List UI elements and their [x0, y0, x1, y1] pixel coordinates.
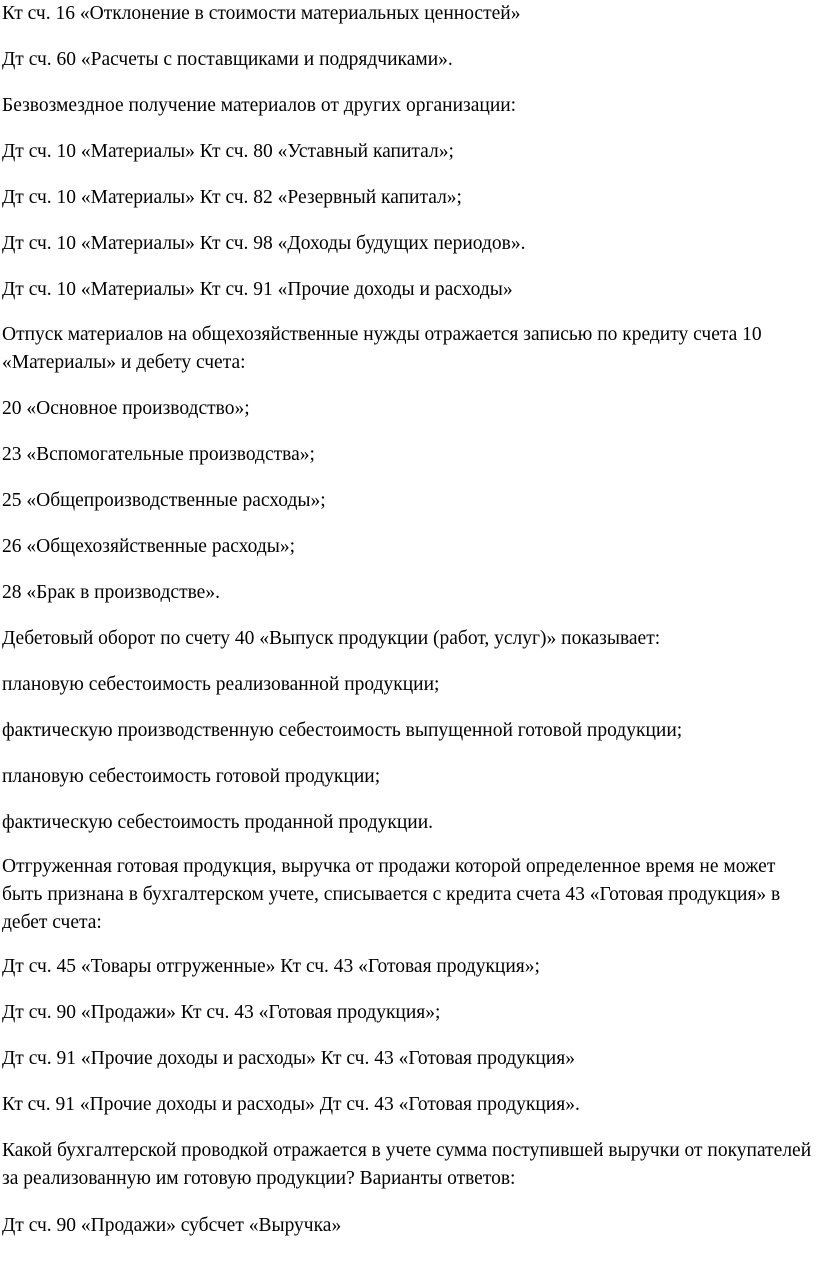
paragraph-21: Дт сч. 90 «Продажи» Кт сч. 43 «Готовая продукция»; [2, 1002, 441, 1023]
paragraph-19: Отгруженная готовая продукция, выручка от продажи которой определенное время не может быть признана в бухгалтерском учете, списывается с кредита счета 43 «Готовая продукция» в дебет счета: [2, 856, 781, 933]
paragraph-1: Кт сч. 16 «Отклонение в стоимости материальных ценностей» [2, 3, 521, 24]
paragraph-9: 20 «Основное производство»; [2, 398, 250, 419]
paragraph-5: Дт сч. 10 «Материалы» Кт сч. 82 «Резервный капитал»; [2, 187, 462, 208]
paragraph-11: 25 «Общепроизводственные расходы»; [2, 490, 326, 511]
paragraph-10: 23 «Вспомогательные производства»; [2, 444, 315, 465]
paragraph-7: Дт сч. 10 «Материалы» Кт сч. 91 «Прочие доходы и расходы» [2, 279, 513, 300]
paragraph-3: Безвозмездное получение материалов от других организации: [2, 95, 517, 116]
paragraph-22: Дт сч. 91 «Прочие доходы и расходы» Кт сч. 43 «Готовая продукция» [2, 1048, 575, 1069]
paragraph-8: Отпуск материалов на общехозяйственные нужды отражается записью по кредиту счета 10 «Материалы» и дебету счета: [2, 324, 762, 373]
paragraph-15: плановую себестоимость реализованной продукции; [2, 674, 440, 695]
paragraph-20: Дт сч. 45 «Товары отгруженные» Кт сч. 43 «Готовая продукция»; [2, 956, 540, 977]
paragraph-2: Дт сч. 60 «Расчеты с поставщиками и подрядчиками». [2, 49, 453, 70]
paragraph-14: Дебетовый оборот по счету 40 «Выпуск продукции (работ, услуг)» показывает: [2, 628, 661, 649]
paragraph-24: Какой бухгалтерской проводкой отражается в учете сумма поступившей выручки от покупателей за реализованную им готовую продукции? Варианты ответов: [2, 1140, 812, 1189]
paragraph-13: 28 «Брак в производстве». [2, 582, 220, 603]
paragraph-25: Дт сч. 90 «Продажи» субсчет «Выручка» [2, 1215, 342, 1236]
paragraph-12: 26 «Общехозяйственные расходы»; [2, 536, 296, 557]
paragraph-4: Дт сч. 10 «Материалы» Кт сч. 80 «Уставный капитал»; [2, 141, 454, 162]
paragraph-23: Кт сч. 91 «Прочие доходы и расходы» Дт сч. 43 «Готовая продукция». [2, 1094, 580, 1115]
paragraph-18: фактическую себестоимость проданной продукции. [2, 812, 434, 833]
paragraph-16: фактическую производственную себестоимость выпущенной готовой продукции; [2, 720, 683, 741]
paragraph-17: плановую себестоимость готовой продукции; [2, 766, 381, 787]
paragraph-6: Дт сч. 10 «Материалы» Кт сч. 98 «Доходы будущих периодов». [2, 233, 526, 254]
